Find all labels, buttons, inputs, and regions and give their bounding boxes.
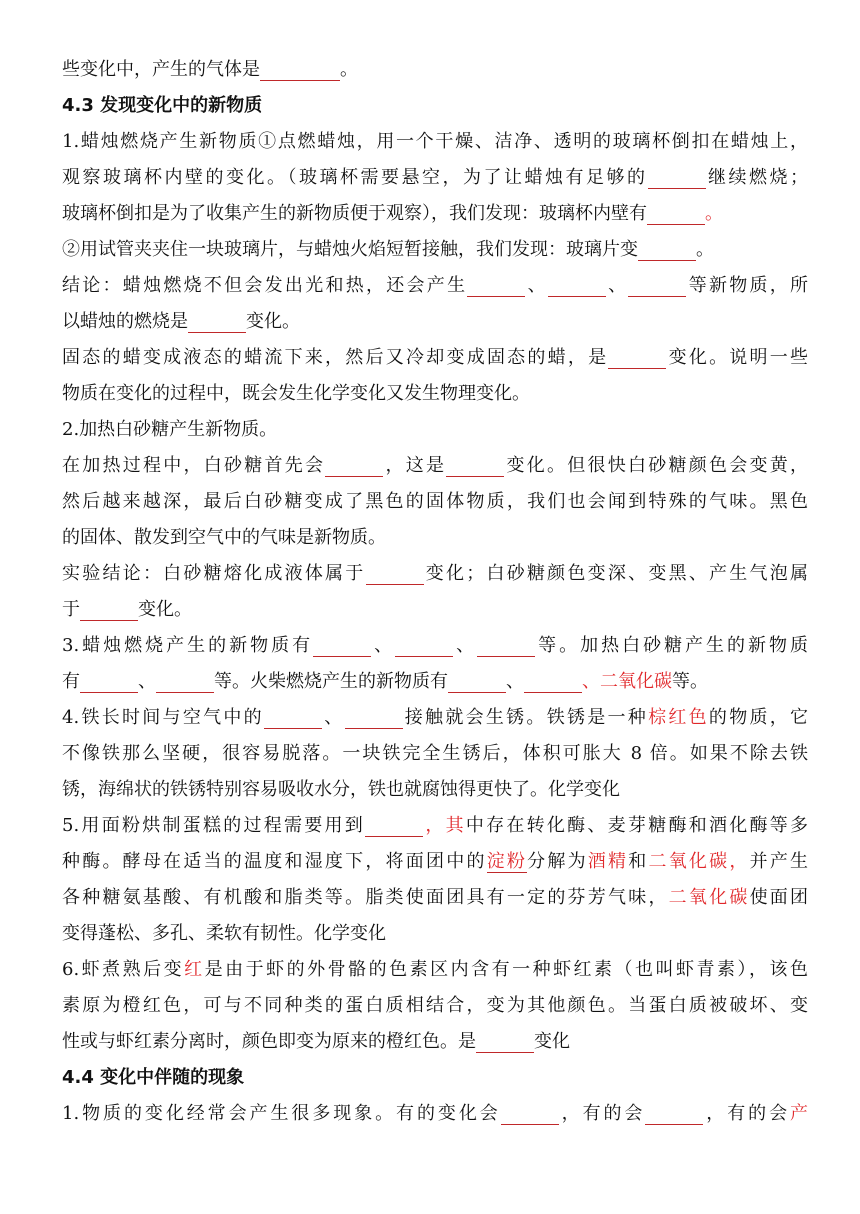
text-line: 1.蜡烛燃烧产生新物质①点燃蜡烛，用一个干燥、洁净、透明的玻璃杯倒扣在蜡烛上， — [62, 131, 808, 152]
fill-blank — [467, 272, 525, 297]
highlighted-text: 红 — [184, 959, 205, 980]
text-line — [62, 196, 808, 232]
text: 种酶。酵母在适当的温度和湿度下，将面团中的 — [62, 851, 487, 872]
fill-blank — [608, 344, 666, 369]
fill-blank — [365, 812, 423, 837]
text-line — [62, 232, 808, 268]
text: 于 — [62, 599, 80, 620]
text-line — [62, 700, 808, 736]
text: 变化 — [534, 1031, 570, 1052]
text-line: 2.加热白砂糖产生新物质。 — [62, 419, 278, 440]
text: 并产生 — [749, 851, 809, 872]
text: 玻璃杯倒扣是为了收集产生的新物质便于观察），我们发现：玻璃杯内壁有 — [62, 203, 647, 224]
text: 等。火柴燃烧产生的新物质有 — [214, 671, 448, 692]
text-line: 变得蓬松、多孔、柔软有韧性。化学变化 — [62, 923, 386, 944]
text: ，有的会 — [558, 1103, 646, 1124]
text-line — [62, 556, 808, 592]
text: 等。 — [672, 671, 708, 692]
fill-blank — [645, 1100, 703, 1125]
fill-blank — [80, 668, 138, 693]
text: ，有的会 — [703, 1103, 791, 1124]
fill-blank — [638, 236, 696, 261]
text: ，这是 — [383, 455, 447, 476]
fill-blank — [80, 596, 138, 621]
text-line — [62, 880, 808, 916]
fill-blank — [395, 632, 453, 657]
text-line — [62, 448, 808, 484]
text: 结论：蜡烛燃烧不但会发出光和热，还会产生 — [62, 275, 468, 296]
highlighted-text: 棕红色 — [648, 707, 709, 728]
text: 继续燃烧； — [705, 167, 808, 188]
fill-blank — [260, 56, 340, 81]
text-line — [62, 1096, 808, 1132]
fill-blank — [477, 632, 535, 657]
text: 。 — [705, 203, 723, 224]
text-line: 素原为橙红色，可与不同种类的蛋白质相结合，变为其他颜色。当蛋白质被破坏、变 — [62, 995, 808, 1016]
fill-blank — [313, 632, 371, 657]
highlighted-text: 其 — [445, 815, 466, 836]
text: 、 — [321, 707, 345, 728]
text-line: 锈，海绵状的铁锈特别容易吸收水分，铁也就腐蚀得更快了。化学变化 — [62, 779, 620, 800]
text: 固态的蜡变成液态的蜡流下来，然后又冷却变成固态的蜡，是 — [62, 347, 609, 368]
text: 5.用面粉烘制蛋糕的过程需要用到 — [62, 815, 366, 836]
text: 变化；白砂糖颜色变深、变黑、产生气泡属 — [423, 563, 808, 584]
highlighted-text: 产 — [790, 1103, 809, 1124]
text: 、 — [582, 671, 600, 692]
text: 变化。 — [138, 599, 192, 620]
text-line — [62, 808, 808, 844]
section-heading-4-3: 4.3 发现变化中的新物质 — [62, 95, 263, 116]
text: 些变化中，产生的气体是 — [62, 59, 260, 80]
text: 使面团 — [749, 887, 809, 908]
text: 等新物质，所 — [686, 275, 809, 296]
fill-blank — [345, 704, 403, 729]
text: 、 — [506, 671, 524, 692]
highlighted-text: 二氧化碳 — [600, 671, 672, 692]
text: 以蜡烛的燃烧是 — [62, 311, 188, 332]
text: 中存在转化酶、麦芽糖酶和酒化酶等多 — [465, 815, 809, 836]
text: 、 — [371, 635, 396, 656]
text: 实验结论：白砂糖熔化成液体属于 — [62, 563, 366, 584]
text: 等。加热白砂糖产生的新物质 — [535, 635, 809, 656]
text: ②用试管夹夹住一块玻璃片，与蜡烛火焰短暂接触，我们发现：玻璃片变 — [62, 239, 638, 260]
text: 4.铁长时间与空气中的 — [62, 707, 264, 728]
fill-blank — [647, 200, 705, 225]
highlighted-text: 酒精 — [587, 851, 629, 872]
text-line: 的固体、散发到空气中的气味是新物质。 — [62, 527, 386, 548]
text-line — [62, 628, 808, 664]
fill-blank — [628, 272, 686, 297]
text-line: 不像铁那么坚硬，很容易脱落。一块铁完全生锈后，体积可胀大 8 倍。如果不除去铁 — [62, 743, 808, 764]
text: 各种糖氨基酸、有机酸和脂类等。脂类使面团具有一定的芬芳气味， — [62, 887, 669, 908]
text: 3.蜡烛燃烧产生的新物质有 — [62, 635, 314, 656]
text: 、 — [453, 635, 478, 656]
fill-blank — [524, 668, 582, 693]
text-line — [62, 844, 808, 880]
text: 性或与虾红素分离时，颜色即变为原来的橙红色。是 — [62, 1031, 476, 1052]
text: 变化。但很快白砂糖颜色会变黄， — [504, 455, 808, 476]
text-line — [62, 592, 808, 628]
fill-blank — [548, 272, 606, 297]
text-line: 物质在变化的过程中，既会发生化学变化又发生物理变化。 — [62, 383, 530, 404]
text: 1.物质的变化经常会产生很多现象。有的变化会 — [62, 1103, 501, 1124]
text: 变化。 — [246, 311, 300, 332]
text: 和 — [628, 851, 649, 872]
text: 变化。说明一些 — [666, 347, 809, 368]
text: 。 — [340, 59, 358, 80]
text-line — [62, 304, 808, 340]
text-line — [62, 160, 808, 196]
text: 、 — [138, 671, 156, 692]
fill-blank — [156, 668, 214, 693]
text: 有 — [62, 671, 80, 692]
fill-blank — [446, 452, 504, 477]
text: 在加热过程中，白砂糖首先会 — [62, 455, 326, 476]
text-line — [62, 52, 808, 88]
text-line — [62, 268, 808, 304]
fill-blank — [448, 668, 506, 693]
text: 接触就会生锈。铁锈是一种 — [402, 707, 649, 728]
section-heading-4-4: 4.4 变化中伴随的现象 — [62, 1067, 245, 1088]
text: 、 — [605, 275, 629, 296]
text: 、 — [525, 275, 548, 296]
text-line — [62, 1024, 808, 1060]
text: 观察玻璃杯内壁的变化。（玻璃杯需要悬空，为了让蜡烛有足够的 — [62, 167, 648, 188]
text: 分解为 — [527, 851, 588, 872]
text-line — [62, 952, 808, 988]
text: 6.虾煮熟后变 — [62, 959, 185, 980]
fill-blank — [366, 560, 424, 585]
text-line — [62, 664, 808, 700]
highlighted-text: 淀粉 — [486, 851, 528, 872]
fill-blank — [476, 1028, 534, 1053]
text: ， — [423, 815, 446, 836]
fill-blank — [648, 164, 706, 189]
text-line: 然后越来越深，最后白砂糖变成了黑色的固体物质，我们也会闻到特殊的气味。黑色 — [62, 491, 808, 512]
text: 。 — [696, 239, 714, 260]
highlighted-text: 二氧化碳 — [668, 887, 750, 908]
text-line — [62, 340, 808, 376]
fill-blank — [325, 452, 383, 477]
fill-blank — [264, 704, 322, 729]
highlighted-text: 二氧化碳， — [648, 851, 750, 872]
fill-blank — [188, 308, 246, 333]
fill-blank — [501, 1100, 559, 1125]
text: 的物质，它 — [708, 707, 809, 728]
text: 是由于虾的外骨骼的色素区内含有一种虾红素（也叫虾青素），该色 — [204, 959, 809, 980]
